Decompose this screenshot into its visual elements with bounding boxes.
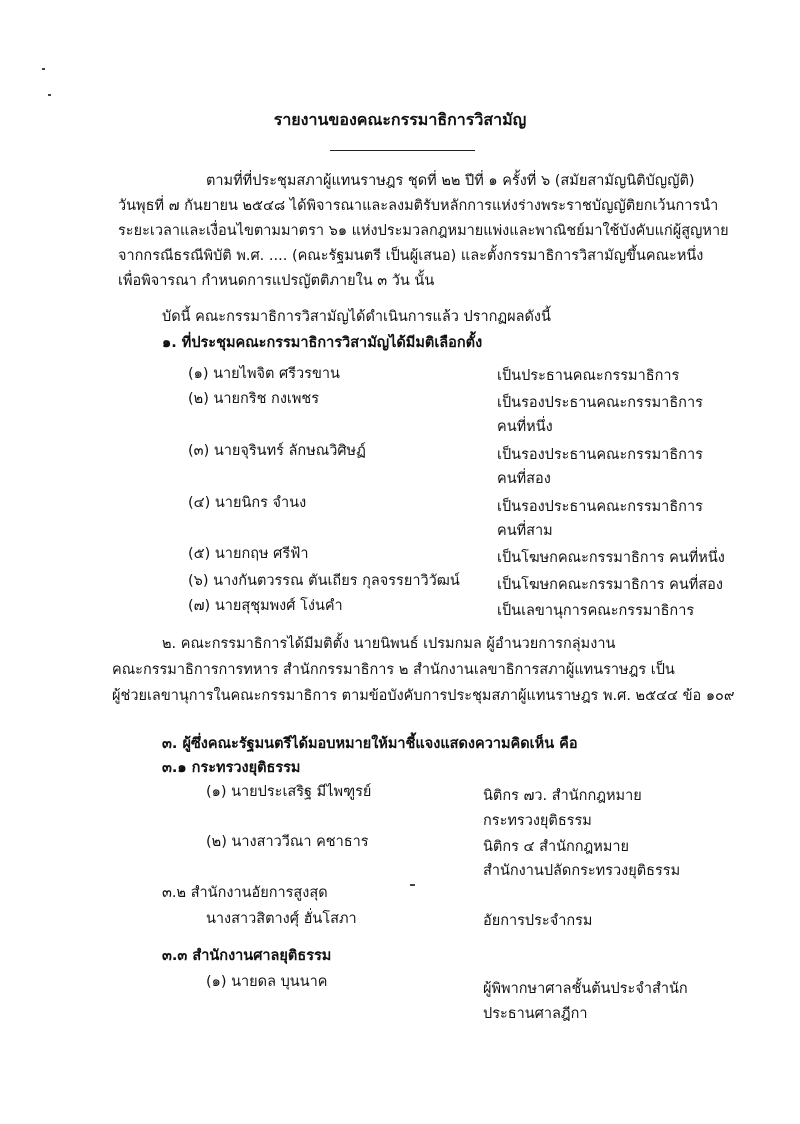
member-name: (๕) นายกฤษ ศรีฟ้า bbox=[188, 546, 309, 562]
member-name: (๒) นายกริช กงเพชร bbox=[188, 391, 320, 407]
intro-line-5: เพื่อพิจารณา กำหนดการแปรญัตติภายใน ๓ วัน นั้น bbox=[118, 273, 435, 289]
official-name: (๑) นายประเสริฐ มีไพฑูรย์ bbox=[206, 784, 372, 800]
member-role-cont: คนที่สอง bbox=[497, 471, 551, 487]
section2-line-2: คณะกรรมาธิการการทหาร สำนักกรรมาธิการ ๒ สำนักงานเลขาธิการสภาผู้แทนราษฎร เป็น bbox=[112, 662, 675, 678]
scan-speck bbox=[48, 94, 51, 96]
section2-line-1: ๒. คณะกรรมาธิการได้มีมติตั้ง นายนิพนธ์ เปรมกมล ผู้อำนวยการกลุ่มงาน bbox=[162, 636, 616, 652]
member-role: เป็นโฆษกคณะกรรมาธิการ คนที่สอง bbox=[497, 577, 723, 593]
section3-heading: ๓. ผู้ซึ่งคณะรัฐมนตรีได้มอบหมายให้มาชี้แจงแสดงความคิดเห็น คือ bbox=[162, 736, 578, 752]
section3-3-heading: ๓.๓ สำนักงานศาลยุติธรรม bbox=[162, 948, 332, 964]
section2-line-3: ผู้ช่วยเลขานุการในคณะกรรมาธิการ ตามข้อบังคับการประชุมสภาผู้แทนราษฎร พ.ศ. ๒๕๔๔ ข้อ ๑๐๙ bbox=[112, 688, 735, 704]
section3-1-heading: ๓.๑ กระทรวงยุติธรรม bbox=[162, 760, 301, 776]
intro-line-2: วันพุธที่ ๗ กันยายน ๒๕๔๘ ได้พิจารณาและลงมติรับหลักการแห่งร่างพระราชบัญญัติยกเว้นการนำ bbox=[118, 198, 719, 214]
scan-speck bbox=[42, 68, 45, 70]
section1-heading: ๑. ที่ประชุมคณะกรรมาธิการวิสามัญได้มีมติเลือกตั้ง bbox=[162, 335, 483, 351]
member-role: เป็นรองประธานคณะกรรมาธิการ bbox=[497, 395, 703, 411]
intro-line-3: ระยะเวลาและเงื่อนไขตามมาตรา ๖๑ แห่งประมวลกฎหมายแพ่งและพาณิชย์มาใช้บังคับแก่ผู้สูญหาย bbox=[118, 223, 729, 239]
title-underline bbox=[330, 150, 475, 151]
official-role-cont: กระทรวงยุติธรรม bbox=[483, 813, 592, 829]
member-role: เป็นประธานคณะกรรมาธิการ bbox=[497, 368, 680, 384]
member-name: (๓) นายจุรินทร์ ลักษณวิศิษฏ์ bbox=[188, 443, 366, 459]
member-role: เป็นรองประธานคณะกรรมาธิการ bbox=[497, 447, 703, 463]
intro-line-4: จากกรณีธรณีพิบัติ พ.ศ. .... (คณะรัฐมนตรี เป็นผู้เสนอ) และตั้งกรรมาธิการวิสามัญขึ้นคณะหนึ่ง bbox=[118, 248, 704, 264]
member-role-cont: คนที่หนึ่ง bbox=[497, 419, 553, 435]
official-role-cont: สำนักงานปลัดกระทรวงยุติธรรม bbox=[483, 863, 681, 879]
member-name: (๔) นายนิกร จำนง bbox=[188, 495, 307, 511]
member-name: (๗) นายสุชุมพงศ์ โง่นคำ bbox=[188, 598, 343, 614]
official-name: นางสาวสิตางศุ์ ฮั่นโสภา bbox=[206, 911, 357, 927]
official-role-cont: ประธานศาลฎีกา bbox=[483, 1006, 588, 1022]
now-line: บัดนี้ คณะกรรมาธิการวิสามัญได้ดำเนินการแล้ว ปรากฏผลดังนี้ bbox=[162, 309, 551, 325]
document-title: รายงานของคณะกรรมาธิการวิสามัญ bbox=[273, 110, 527, 129]
official-role: นิติกร ๗ว. สำนักกฎหมาย bbox=[483, 788, 642, 804]
member-name: (๑) นายไพจิต ศรีวรขาน bbox=[188, 366, 340, 382]
official-name: (๑) นายดล บุนนาค bbox=[206, 974, 328, 990]
official-name: (๒) นางสาววีณา คชาธาร bbox=[206, 834, 369, 850]
official-role: อัยการประจำกรม bbox=[483, 913, 593, 929]
member-role: เป็นเลขานุการคณะกรรมาธิการ bbox=[497, 603, 695, 619]
member-name: (๖) นางกันตวรรณ ตันเถียร กุลจรรยาวิวัฒน์ bbox=[188, 573, 460, 589]
official-role: ผู้พิพากษาศาลชั้นต้นประจำสำนัก bbox=[483, 981, 688, 997]
intro-line-1: ตามที่ที่ประชุมสภาผู้แทนราษฎร ชุดที่ ๒๒ ปีที่ ๑ ครั้งที่ ๖ (สมัยสามัญนิติบัญญัติ) bbox=[206, 173, 695, 189]
section3-2-heading: ๓.๒ สำนักงานอัยการสูงสุด bbox=[162, 885, 328, 901]
member-role: เป็นรองประธานคณะกรรมาธิการ bbox=[497, 499, 703, 515]
member-role: เป็นโฆษกคณะกรรมาธิการ คนที่หนึ่ง bbox=[497, 550, 725, 566]
scan-speck bbox=[410, 884, 415, 886]
official-role: นิติกร ๔ สำนักกฎหมาย bbox=[483, 839, 630, 855]
member-role-cont: คนที่สาม bbox=[497, 523, 553, 539]
